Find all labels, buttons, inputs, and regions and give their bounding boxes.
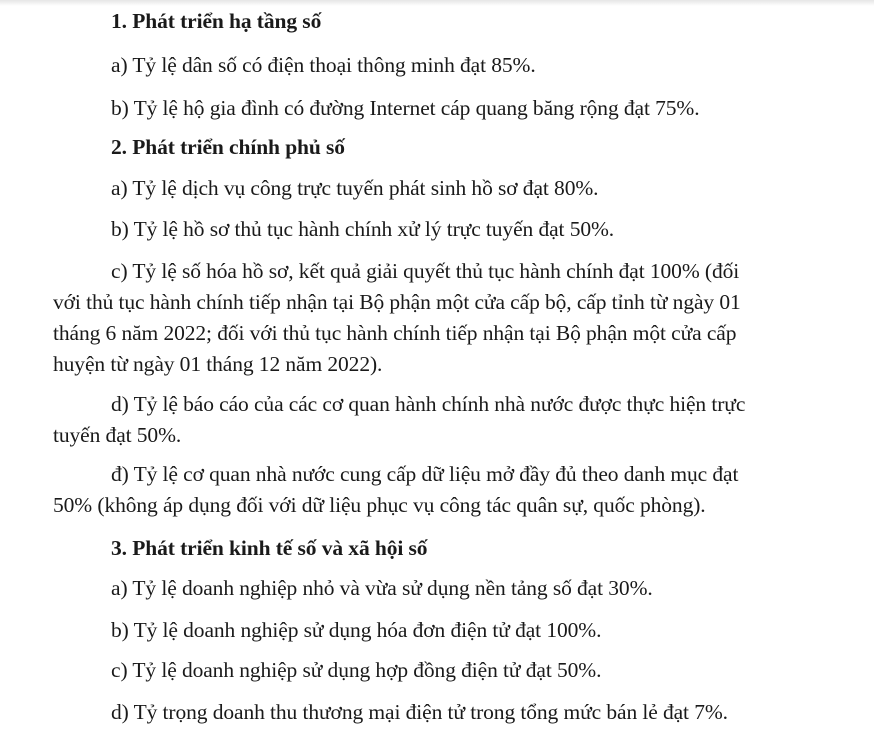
section-2-item-c-line-3: tháng 6 năm 2022; đối với thủ tục hành chính tiếp nhận tại Bộ phận một cửa cấp (53, 321, 737, 345)
section-2-item-b: b) Tỷ lệ hồ sơ thủ tục hành chính xử lý trực tuyến đạt 50%. (111, 217, 615, 241)
section-1-item-b: b) Tỷ lệ hộ gia đình có đường Internet cáp quang băng rộng đạt 75%. (111, 96, 700, 120)
section-1-item-a: a) Tỷ lệ dân số có điện thoại thông minh đạt 85%. (111, 53, 536, 77)
section-2-item-c-line-4: huyện từ ngày 01 tháng 12 năm 2022). (53, 352, 383, 376)
section-2-item-d-line-2: tuyến đạt 50%. (53, 423, 182, 447)
section-3-item-c: c) Tỷ lệ doanh nghiệp sử dụng hợp đồng điện tử đạt 50%. (111, 658, 602, 682)
section-2-item-dd-line-1: đ) Tỷ lệ cơ quan nhà nước cung cấp dữ liệu mở đầy đủ theo danh mục đạt (111, 462, 739, 486)
section-2-item-c-line-2: với thủ tục hành chính tiếp nhận tại Bộ phận một cửa cấp bộ, cấp tỉnh từ ngày 01 (53, 290, 741, 314)
section-3-item-a: a) Tỷ lệ doanh nghiệp nhỏ và vừa sử dụng nền tảng số đạt 30%. (111, 576, 653, 600)
section-heading-2: 2. Phát triển chính phủ số (111, 135, 345, 159)
section-2-item-a: a) Tỷ lệ dịch vụ công trực tuyến phát sinh hồ sơ đạt 80%. (111, 176, 599, 200)
section-heading-3: 3. Phát triển kinh tế số và xã hội số (111, 536, 428, 560)
section-heading-1: 1. Phát triển hạ tầng số (111, 9, 322, 33)
section-3-item-d: d) Tỷ trọng doanh thu thương mại điện tử trong tổng mức bán lẻ đạt 7%. (111, 700, 728, 724)
section-2-item-dd-line-2: 50% (không áp dụng đối với dữ liệu phục vụ công tác quân sự, quốc phòng). (53, 493, 706, 517)
section-2-item-d-line-1: d) Tỷ lệ báo cáo của các cơ quan hành chính nhà nước được thực hiện trực (111, 392, 746, 416)
top-edge-shadow (0, 0, 874, 6)
section-2-item-c-line-1: c) Tỷ lệ số hóa hồ sơ, kết quả giải quyết thủ tục hành chính đạt 100% (đối (111, 259, 740, 283)
section-3-item-b: b) Tỷ lệ doanh nghiệp sử dụng hóa đơn điện tử đạt 100%. (111, 618, 602, 642)
